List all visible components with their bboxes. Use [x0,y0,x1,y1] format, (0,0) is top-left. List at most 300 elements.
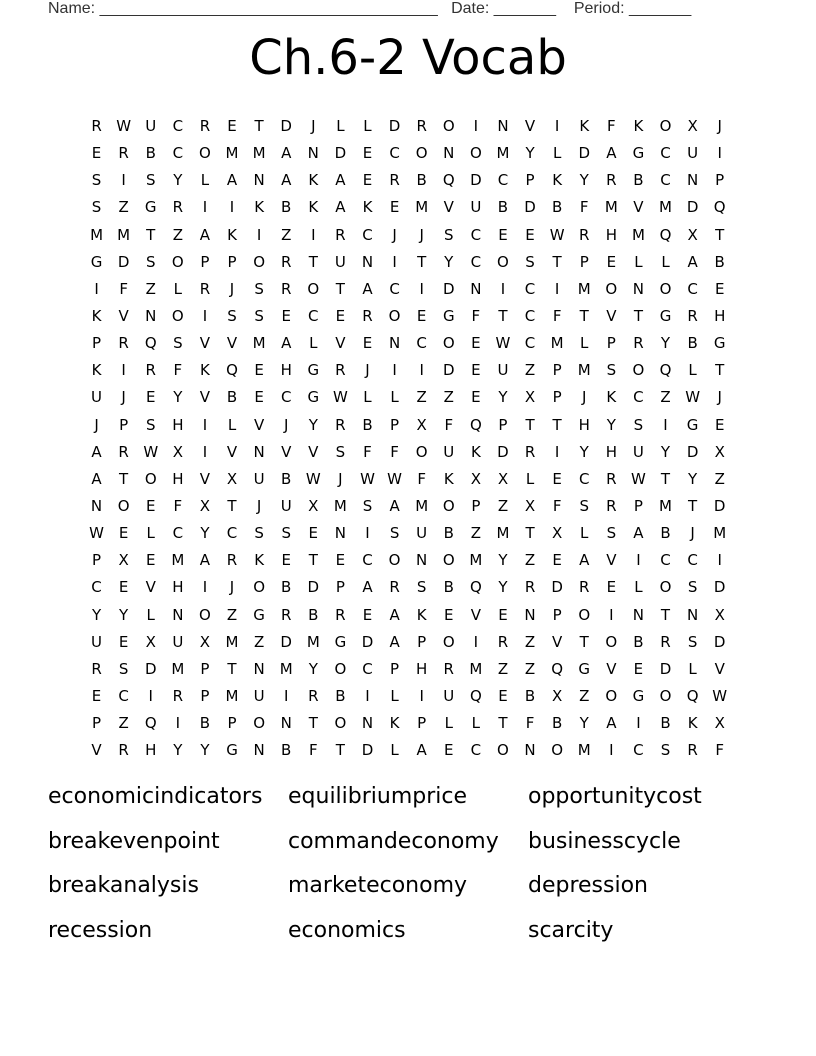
grid-letter: D [442,361,455,380]
grid-letter: E [714,415,725,434]
grid-letter: C [687,279,698,298]
grid-letter: G [686,415,699,434]
grid-letter: Y [173,741,183,760]
grid-letter: K [200,361,210,380]
grid-letter: A [416,741,427,760]
grid-letter: O [253,578,266,597]
period-label: Period: [573,0,625,17]
grid-letter: B [660,714,671,733]
grid-letter: Z [416,388,427,407]
grid-letter: S [335,442,346,461]
grid-letter: C [280,388,292,407]
grid-letter: O [442,334,455,353]
grid-letter: C [470,252,482,271]
grid-letter: D [334,144,347,163]
grid-letter: N [172,605,184,624]
word-bank-item: equilibriumprice [288,784,468,809]
grid-letter: L [444,714,453,733]
grid-letter: Y [688,469,698,488]
grid-letter: W [360,469,375,488]
grid-letter: Y [200,524,210,543]
grid-letter: C [172,144,184,163]
grid-letter: D [551,578,563,597]
grid-letter: V [199,469,211,488]
grid-letter: X [714,442,725,461]
grid-letter: Y [119,605,129,624]
grid-letter: R [335,605,346,624]
grid-letter: I [392,252,397,271]
grid-letter: M [496,144,510,163]
grid-letter: C [524,279,536,298]
grid-letter: D [442,279,455,298]
grid-letter: C [497,171,509,190]
grid-letter: P [417,714,427,733]
grid-letter: Q [469,415,482,434]
grid-letter: K [227,225,237,244]
grid-letter: I [473,632,479,651]
grid-letter: O [497,252,509,271]
grid-letter: C [660,144,671,163]
grid-letter: P [471,496,481,515]
grid-letter: K [579,117,590,135]
grid-letter: E [145,388,156,407]
grid-letter: K [308,171,319,190]
grid-letter: I [663,415,668,434]
grid-letter: F [579,198,589,217]
grid-letter: L [200,171,210,190]
grid-letter: A [389,496,400,515]
grid-letter: J [256,496,262,515]
grid-letter: K [91,361,102,380]
grid-letter: R [335,415,346,434]
grid-letter: R [416,117,427,135]
grid-letter: R [91,659,102,678]
grid-letter: I [473,117,479,135]
grid-letter: K [633,117,644,135]
grid-letter: Z [524,361,536,380]
grid-letter: P [552,388,562,407]
grid-letter: B [443,578,454,597]
grid-letter: B [362,415,373,434]
grid-letter: R [118,144,129,163]
grid-letter: V [714,659,725,678]
grid-letter: V [606,659,617,678]
grid-letter: J [311,117,316,135]
grid-letter: C [362,659,373,678]
grid-letter: D [280,117,292,135]
grid-letter: F [715,741,725,760]
grid-letter: I [175,714,181,733]
grid-letter: V [199,334,211,353]
grid-letter: T [552,415,562,434]
grid-letter: S [606,524,617,543]
grid-letter: Z [118,198,129,217]
grid-letter: O [334,714,347,733]
grid-letter: V [552,632,563,651]
grid-letter: P [606,334,616,353]
grid-letter: X [524,388,536,407]
grid-letter: B [551,714,563,733]
grid-letter: M [415,496,429,515]
grid-letter: D [470,171,482,190]
grid-letter: W [143,442,159,461]
grid-letter: S [173,334,183,353]
grid-letter: G [226,741,238,760]
word-bank-item: marketeconomy [288,873,468,898]
grid-letter: P [200,659,210,678]
grid-letter: S [389,524,400,543]
grid-letter: Z [714,469,725,488]
grid-letter: R [280,252,292,271]
grid-letter: D [280,632,292,651]
word-bank-item: businesscycle [528,828,681,854]
grid-letter: J [690,524,695,543]
grid-letter: E [416,306,427,325]
grid-letter: R [687,741,698,760]
grid-letter: N [253,171,265,190]
grid-letter: A [335,171,346,190]
grid-letter: S [416,578,427,597]
grid-letter: K [362,198,373,217]
letter-grid [83,113,733,764]
grid-letter: I [419,686,424,705]
grid-letter: D [361,741,374,760]
grid-letter: Q [442,171,455,190]
grid-letter: X [199,496,211,515]
grid-letter: V [443,198,454,217]
grid-letter: I [554,117,560,135]
word-bank-item: economics [288,917,406,943]
grid-letter: Q [686,686,699,705]
grid-letter: G [334,632,347,651]
grid-letter: U [253,469,265,488]
grid-letter: A [226,171,238,190]
grid-letter: C [633,741,644,760]
grid-letter: J [717,388,722,407]
grid-letter: K [91,306,102,325]
grid-letter: O [469,144,482,163]
grid-letter: L [363,117,372,135]
grid-letter: I [554,279,560,298]
grid-letter: O [199,144,211,163]
grid-letter: B [199,714,211,733]
grid-letter: K [254,198,265,217]
grid-letter: P [498,415,508,434]
grid-letter: P [200,252,210,271]
grid-letter: O [551,741,564,760]
grid-letter: U [687,144,699,163]
grid-letter: E [254,388,264,407]
grid-letter: E [362,171,373,190]
grid-letter: R [91,117,102,135]
grid-letter: W [685,388,701,407]
grid-letter: R [660,632,671,651]
grid-letter: W [116,117,132,135]
grid-letter: Y [660,442,671,461]
grid-letter: N [443,144,455,163]
grid-letter: N [280,714,292,733]
grid-letter: C [660,171,671,190]
grid-letter: E [633,659,644,678]
grid-letter: C [470,741,482,760]
grid-letter: E [444,741,454,760]
grid-letter: N [361,252,374,271]
grid-letter: E [335,551,346,570]
grid-letter: T [335,279,345,298]
grid-letter: H [172,415,184,434]
grid-letter: V [253,415,265,434]
grid-letter: T [498,306,508,325]
grid-letter: S [444,225,454,244]
grid-letter: L [661,252,670,271]
grid-letter: S [254,524,264,543]
grid-letter: W [549,225,565,244]
grid-letter: L [173,279,182,298]
grid-letter: L [552,144,562,163]
grid-letter: M [550,334,564,353]
grid-letter: V [308,442,319,461]
grid-letter: I [202,578,208,597]
grid-letter: R [226,551,238,570]
grid-letter: W [631,469,646,488]
grid-letter: X [199,632,211,651]
grid-letter: P [119,415,129,434]
grid-letter: R [497,632,509,651]
grid-letter: E [471,388,481,407]
grid-letter: E [552,469,562,488]
grid-letter: Z [145,279,156,298]
grid-letter: R [118,442,129,461]
grid-letter: V [226,442,238,461]
grid-letter: C [389,144,400,163]
grid-letter: T [715,225,725,244]
grid-letter: G [144,198,157,217]
grid-letter: I [365,524,370,543]
grid-letter: Y [606,415,616,434]
grid-letter: M [117,225,131,244]
grid-letter: Q [144,714,157,733]
grid-letter: O [307,279,320,298]
grid-letter: Z [524,632,536,651]
grid-letter: L [390,686,399,705]
grid-letter: F [308,741,318,760]
grid-letter: T [254,117,264,135]
grid-letter: L [309,334,318,353]
grid-letter: U [416,524,428,543]
grid-letter: E [498,686,508,705]
grid-letter: M [469,551,483,570]
grid-letter: E [471,361,481,380]
grid-letter: X [497,469,509,488]
grid-letter: I [202,415,208,434]
grid-letter: C [660,551,671,570]
grid-letter: S [145,415,156,434]
grid-letter: I [256,225,262,244]
grid-letter: I [609,741,614,760]
grid-letter: Y [91,605,102,624]
grid-letter: I [554,442,560,461]
grid-letter: I [94,279,99,298]
grid-letter: C [578,469,590,488]
grid-letter: Y [173,171,183,190]
grid-letter: G [307,361,320,380]
grid-letter: I [392,361,397,380]
grid-letter: H [172,578,184,597]
grid-letter: L [146,605,155,624]
grid-letter: N [632,605,645,624]
grid-letter: E [362,334,373,353]
grid-letter: P [92,714,102,733]
grid-letter: M [659,198,672,217]
grid-letter: R [172,198,184,217]
grid-letter: K [389,714,400,733]
grid-letter: T [525,415,535,434]
grid-letter: K [470,442,481,461]
grid-letter: O [415,442,428,461]
grid-letter: V [335,334,346,353]
grid-letter: G [632,144,645,163]
grid-letter: H [605,225,617,244]
grid-letter: J [121,388,126,407]
grid-letter: L [390,388,399,407]
grid-letter: J [338,469,343,488]
grid-letter: M [469,659,483,678]
grid-letter: O [442,632,455,651]
grid-letter: X [308,496,319,515]
grid-letter: L [580,334,589,353]
grid-letter: X [172,442,183,461]
grid-letter: B [281,469,292,488]
grid-letter: B [714,252,725,271]
grid-letter: U [443,442,455,461]
grid-letter: O [442,551,455,570]
grid-letter: R [606,469,617,488]
name-blank: ______________________________________ [99,0,438,17]
grid-letter: C [633,388,644,407]
grid-letter: A [281,171,292,190]
grid-letter: W [387,469,402,488]
grid-letter: W [495,334,511,353]
grid-letter: P [92,334,102,353]
grid-letter: T [525,524,535,543]
grid-letter: I [500,279,506,298]
grid-letter: S [687,578,698,597]
grid-letter: K [308,198,319,217]
grid-letter: N [388,334,401,353]
grid-letter: S [525,252,535,271]
grid-letter: V [199,388,211,407]
grid-letter: Z [443,388,454,407]
grid-letter: U [145,117,157,135]
grid-letter: V [524,117,536,135]
grid-letter: R [606,171,617,190]
grid-letter: Z [226,605,238,624]
grid-letter: K [552,171,563,190]
grid-letter: J [229,279,235,298]
name-label: Name: [48,0,96,17]
grid-letter: C [362,551,373,570]
grid-letter: M [279,659,293,678]
grid-letter: O [415,144,428,163]
grid-letter: H [280,361,292,380]
grid-letter: R [118,741,129,760]
grid-letter: V [633,198,644,217]
grid-letter: P [227,252,237,271]
grid-letter: Z [281,225,292,244]
grid-letter: H [714,306,726,325]
grid-letter: F [525,714,535,733]
grid-letter: D [713,496,726,515]
grid-letter: L [390,741,399,760]
grid-letter: Y [444,252,454,271]
grid-letter: E [254,361,264,380]
grid-letter: T [688,496,698,515]
grid-letter: C [308,306,319,325]
grid-letter: B [633,632,644,651]
grid-letter: L [580,524,589,543]
grid-letter: S [633,415,644,434]
word-bank-item: scarcity [528,917,614,943]
grid-letter: H [145,741,157,760]
grid-letter: C [389,279,400,298]
word-bank-item: breakanalysis [48,873,199,898]
grid-letter: F [119,279,128,298]
grid-letter: E [118,524,129,543]
grid-letter: G [442,306,455,325]
grid-letter: D [117,252,130,271]
grid-letter: M [333,496,347,515]
grid-letter: X [552,524,563,543]
grid-letter: O [632,361,645,380]
grid-letter: D [686,442,699,461]
grid-letter: M [713,524,727,543]
grid-letter: D [659,659,672,678]
grid-letter: U [280,496,292,515]
grid-letter: O [659,117,672,135]
grid-letter: A [362,279,373,298]
grid-letter: J [717,117,722,135]
grid-letter: P [552,361,562,380]
grid-letter: U [334,252,346,271]
grid-letter: Q [551,659,564,678]
grid-letter: D [686,198,699,217]
grid-letter: R [118,334,129,353]
grid-letter: J [94,415,99,434]
grid-letter: S [91,171,102,190]
grid-letter: F [363,442,372,461]
grid-letter: N [686,605,699,624]
grid-letter: D [497,442,509,461]
grid-letter: A [199,551,211,570]
grid-letter: F [552,496,562,515]
grid-letter: H [578,415,590,434]
grid-letter: T [308,551,318,570]
grid-letter: I [609,605,614,624]
grid-letter: G [713,334,726,353]
grid-letter: I [419,279,424,298]
grid-letter: N [524,741,536,760]
grid-letter: M [577,741,591,760]
grid-letter: Z [172,225,183,244]
word-bank-item: economicindicators [48,784,263,809]
grid-letter: T [579,632,589,651]
grid-letter: H [605,442,617,461]
grid-letter: O [117,496,130,515]
grid-letter: E [145,496,156,515]
grid-letter: T [633,306,643,325]
grid-letter: T [498,714,508,733]
grid-letter: O [659,578,672,597]
